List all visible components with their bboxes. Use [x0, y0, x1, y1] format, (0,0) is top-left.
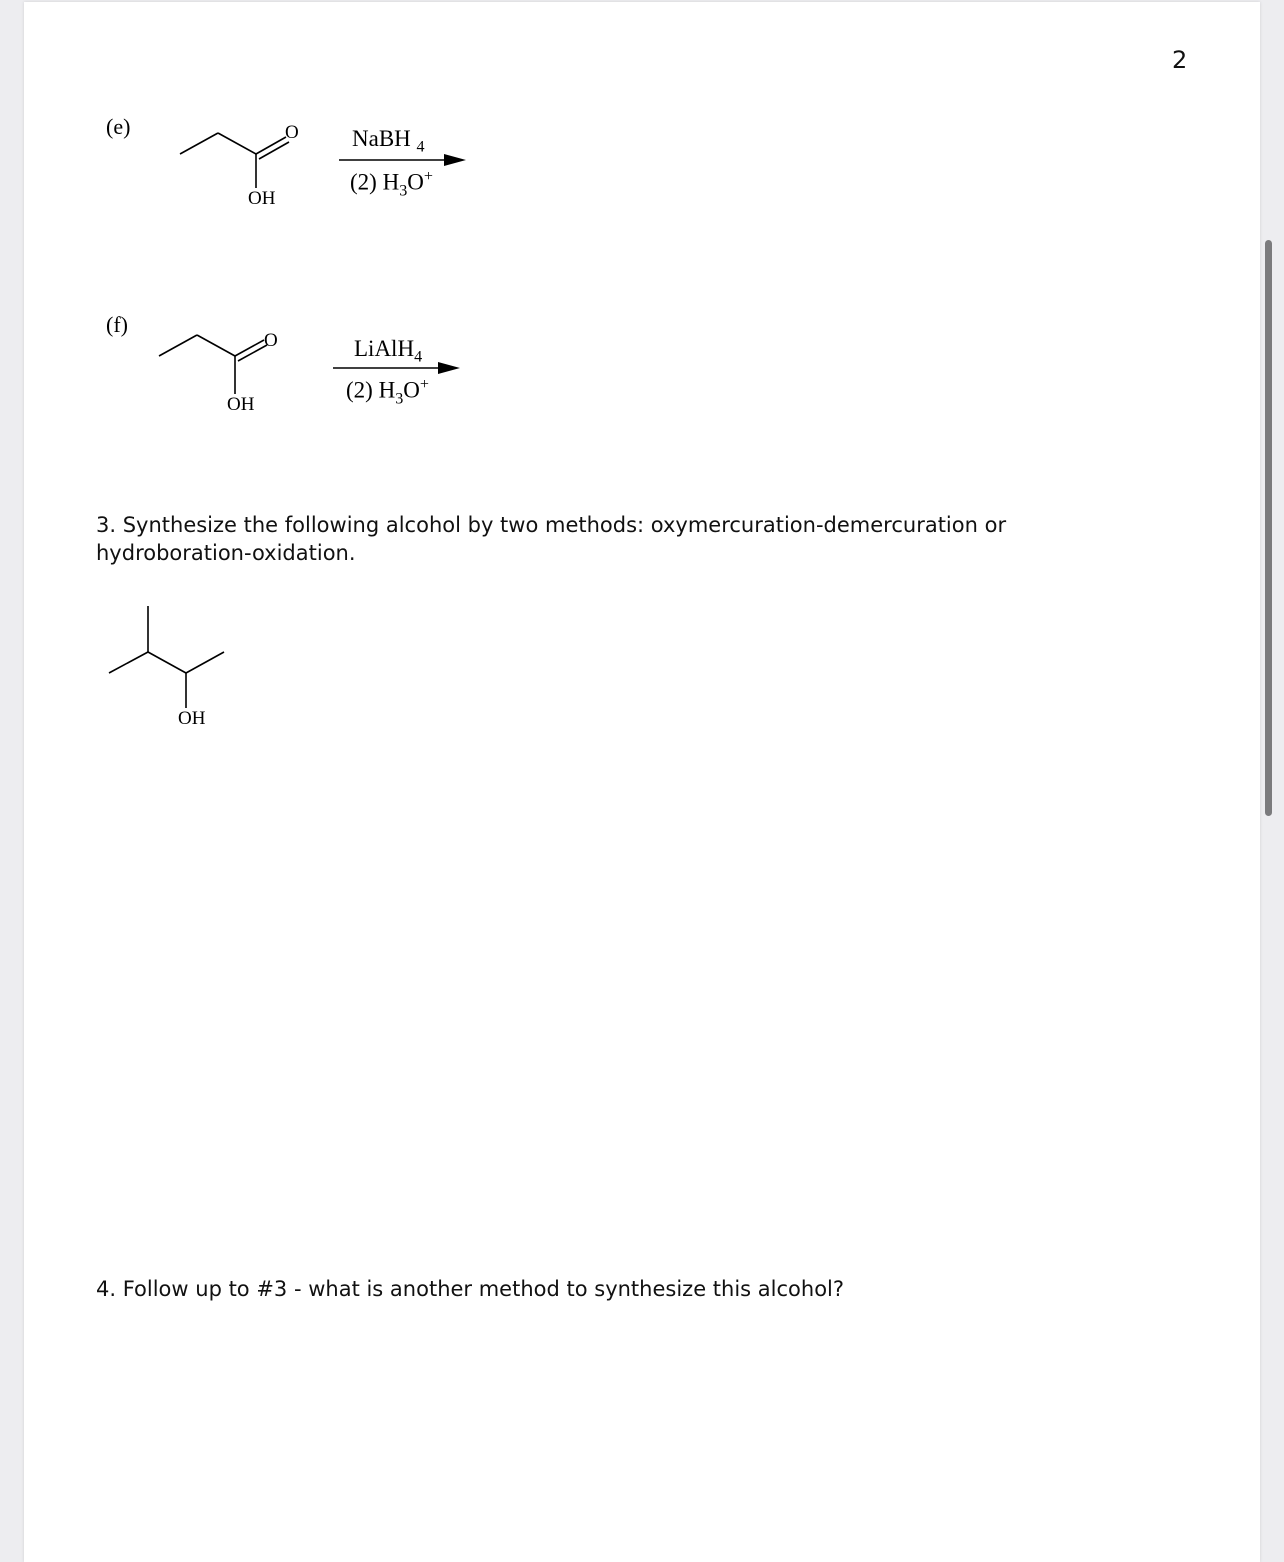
reaction-f-carbonyl-oxygen: O — [264, 330, 278, 351]
question-3-text: 3. Synthesize the following alcohol by two methods: oxymercuration-demercuration or hydroboration-oxidation. — [96, 513, 1007, 565]
reaction-e-reagent-2: (2) $H_3O^+$ — [350, 168, 433, 200]
reaction-e-reagent-1: NaBH $_4$ — [352, 126, 425, 156]
question-4-text: 4. Follow up to #3 - what is another method to synthesize this alcohol? — [96, 1277, 845, 1301]
reaction-e-label: (e) — [106, 114, 131, 139]
reaction-e-carbonyl-oxygen: O — [285, 122, 299, 143]
target-alcohol-hydroxyl: OH — [178, 708, 206, 729]
scrollbar[interactable] — [1265, 240, 1272, 816]
reaction-f-hydroxyl: OH — [227, 394, 255, 415]
reaction-e-hydroxyl: OH — [248, 188, 276, 209]
page-number: 2 — [1172, 46, 1188, 74]
reaction-f-reagent-2: (2) $H_3O^+$ — [346, 376, 429, 408]
reaction-f-label: (f) — [106, 312, 128, 337]
reaction-f-reagent-1: LiAlH$_4$ — [354, 336, 423, 366]
